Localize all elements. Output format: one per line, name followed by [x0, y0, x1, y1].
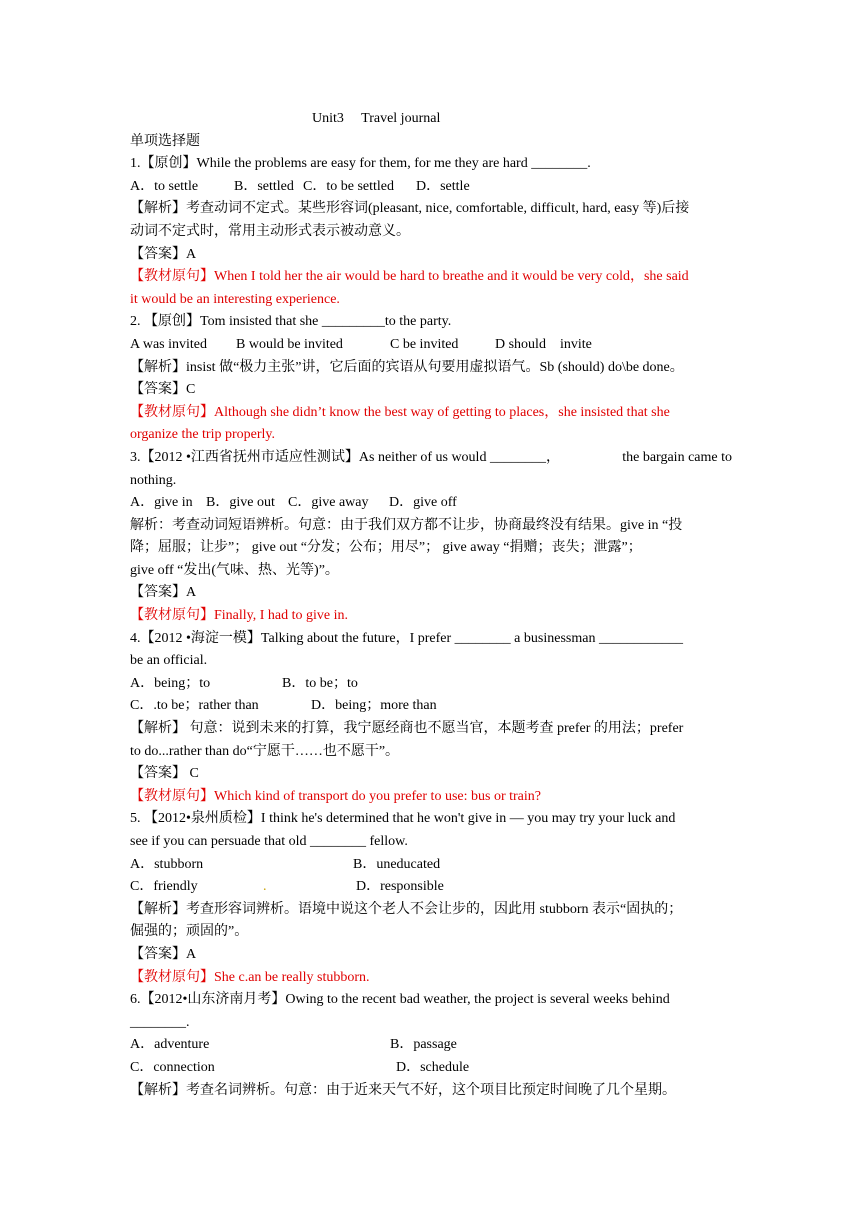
question-3-options [130, 492, 732, 515]
question-6-stem-cont: ________. [130, 1014, 190, 1030]
question-1-stem: 1.【原创】While the problems are easy for them, for me they are hard ________. [130, 156, 591, 172]
question-2-analysis: 【解析】insist 做“极力主张”讲，它后面的宾语从句要用虚拟语气。Sb (should) do\be done。 [130, 359, 684, 375]
question-3-stem [130, 447, 732, 470]
question-5-analysis: 【解析】考查形容词辨析。语境中说这个老人不会让步的，因此用 stubborn 表示“固执的； [130, 901, 683, 917]
option-b: B．uneducated [353, 856, 441, 872]
question-1-answer: 【答案】A [130, 246, 197, 262]
question-1-analysis: 【解析】考查动词不定式。某些形容词(pleasant, nice, comfortable, difficult, hard, easy 等)后接 [130, 201, 690, 217]
question-5-stem: 5. 【2012•泉州质检】I think he's determined that he won't give in — you may try your luck and [130, 811, 676, 827]
option-b: B．settled [234, 178, 294, 194]
question-6-stem: 6.【2012•山东济南月考】Owing to the recent bad weather, the project is several weeks behind [130, 992, 670, 1008]
document-page [130, 108, 732, 1102]
question-3-source: 【教材原句】Finally, I had to give in. [130, 608, 349, 624]
page-title: Unit3 Travel journal [312, 111, 441, 126]
question-4-analysis-cont: to do...rather than do“宁愿干……也不愿干”。 [130, 743, 400, 759]
option-d: D．give off [389, 495, 457, 511]
question-4-answer: 【答案】 C [130, 766, 199, 782]
question-6-options-row-2 [130, 1057, 732, 1080]
question-4-options-row-1 [130, 673, 732, 696]
question-4-options-row-2 [130, 695, 732, 718]
option-b: B．give out [206, 495, 275, 511]
option-a: A．being；to [130, 675, 211, 691]
question-3-analysis-cont: 降；屈服；让步”； give out “分发；公布；用尽”； give away “捐赠；丧失；泄露”； [130, 540, 642, 556]
question-5-answer: 【答案】A [130, 946, 197, 962]
question-1-source-cont: it would be an interesting experience. [130, 291, 340, 307]
option-a: A．stubborn [130, 856, 204, 872]
option-c: C．friendly [130, 879, 198, 895]
question-2-source-cont: organize the trip properly. [130, 427, 276, 443]
option-a: A was invited [130, 336, 207, 352]
option-c: C be invited [390, 336, 459, 352]
question-2-answer: 【答案】C [130, 382, 196, 398]
question-5-analysis-cont: 倔强的；顽固的”。 [130, 924, 249, 940]
question-4-source: 【教材原句】Which kind of transport do you prefer to use: bus or train? [130, 788, 541, 804]
option-b: B would be invited [236, 336, 343, 352]
question-1-analysis-cont: 动词不定式时，常用主动形式表示被动意义。 [130, 223, 410, 239]
option-a: A．to settle [130, 178, 199, 194]
option-a: A．adventure [130, 1037, 210, 1053]
question-3-analysis: 解析：考查动词短语辨析。句意：由于我们双方都不让步，协商最终没有结果。give in “投 [130, 517, 683, 533]
option-d: D．responsible [356, 879, 444, 895]
option-b: B．passage [390, 1037, 457, 1053]
question-3-answer: 【答案】A [130, 585, 197, 601]
section-heading: 单项选择题 [130, 133, 200, 149]
question-3-stem-part-2: the bargain came to [622, 449, 732, 465]
question-3-analysis-cont-2: give off “发出(气味、热、光等)”。 [130, 562, 339, 578]
question-4-analysis: 【解析】 句意：说到未来的打算，我宁愿经商也不愿当官，本题考查 prefer 的用法；prefer [130, 721, 684, 737]
question-3-stem-part-1: 3.【2012 •江西省抚州市适应性测试】As neither of us would ________， [130, 449, 560, 465]
question-6-options-row-1 [130, 1034, 732, 1057]
option-a: A．give in [130, 495, 193, 511]
question-1-source: 【教材原句】When I told her the air would be hard to breathe and it would be very cold，she said [130, 269, 689, 285]
option-d: D should invite [495, 336, 592, 352]
option-b: B．to be；to [282, 675, 358, 691]
option-d: D．schedule [396, 1059, 470, 1075]
stray-dot: . [263, 879, 267, 895]
question-5-source: 【教材原句】She c.an be really stubborn. [130, 969, 370, 985]
question-5-stem-cont: see if you can persuade that old ________ fellow. [130, 834, 408, 849]
option-c: C．to be settled [303, 178, 394, 194]
option-d: D．being；more than [311, 698, 437, 714]
option-d: D．settle [416, 178, 470, 194]
question-5-options-row-2 [130, 876, 732, 899]
question-2-stem: 2. 【原创】Tom insisted that she _________to the party. [130, 314, 452, 330]
question-2-source: 【教材原句】Although she didn’t know the best way of getting to places，she insisted that she [130, 404, 670, 420]
question-3-stem-cont: nothing. [130, 472, 177, 488]
option-c: C．give away [288, 495, 369, 511]
question-5-options-row-1 [130, 854, 732, 877]
option-c: C．.to be；rather than [130, 698, 259, 714]
question-6-analysis: 【解析】考查名词辨析。句意：由于近来天气不好，这个项目比预定时间晚了几个星期。 [130, 1082, 676, 1098]
question-4-stem-cont: be an official. [130, 653, 208, 669]
question-2-options [130, 334, 732, 357]
question-4-stem: 4.【2012 •海淀一模】Talking about the future，I prefer ________ a businessman ____________ [130, 630, 683, 646]
option-c: C．connection [130, 1059, 215, 1075]
question-1-options [130, 176, 732, 199]
